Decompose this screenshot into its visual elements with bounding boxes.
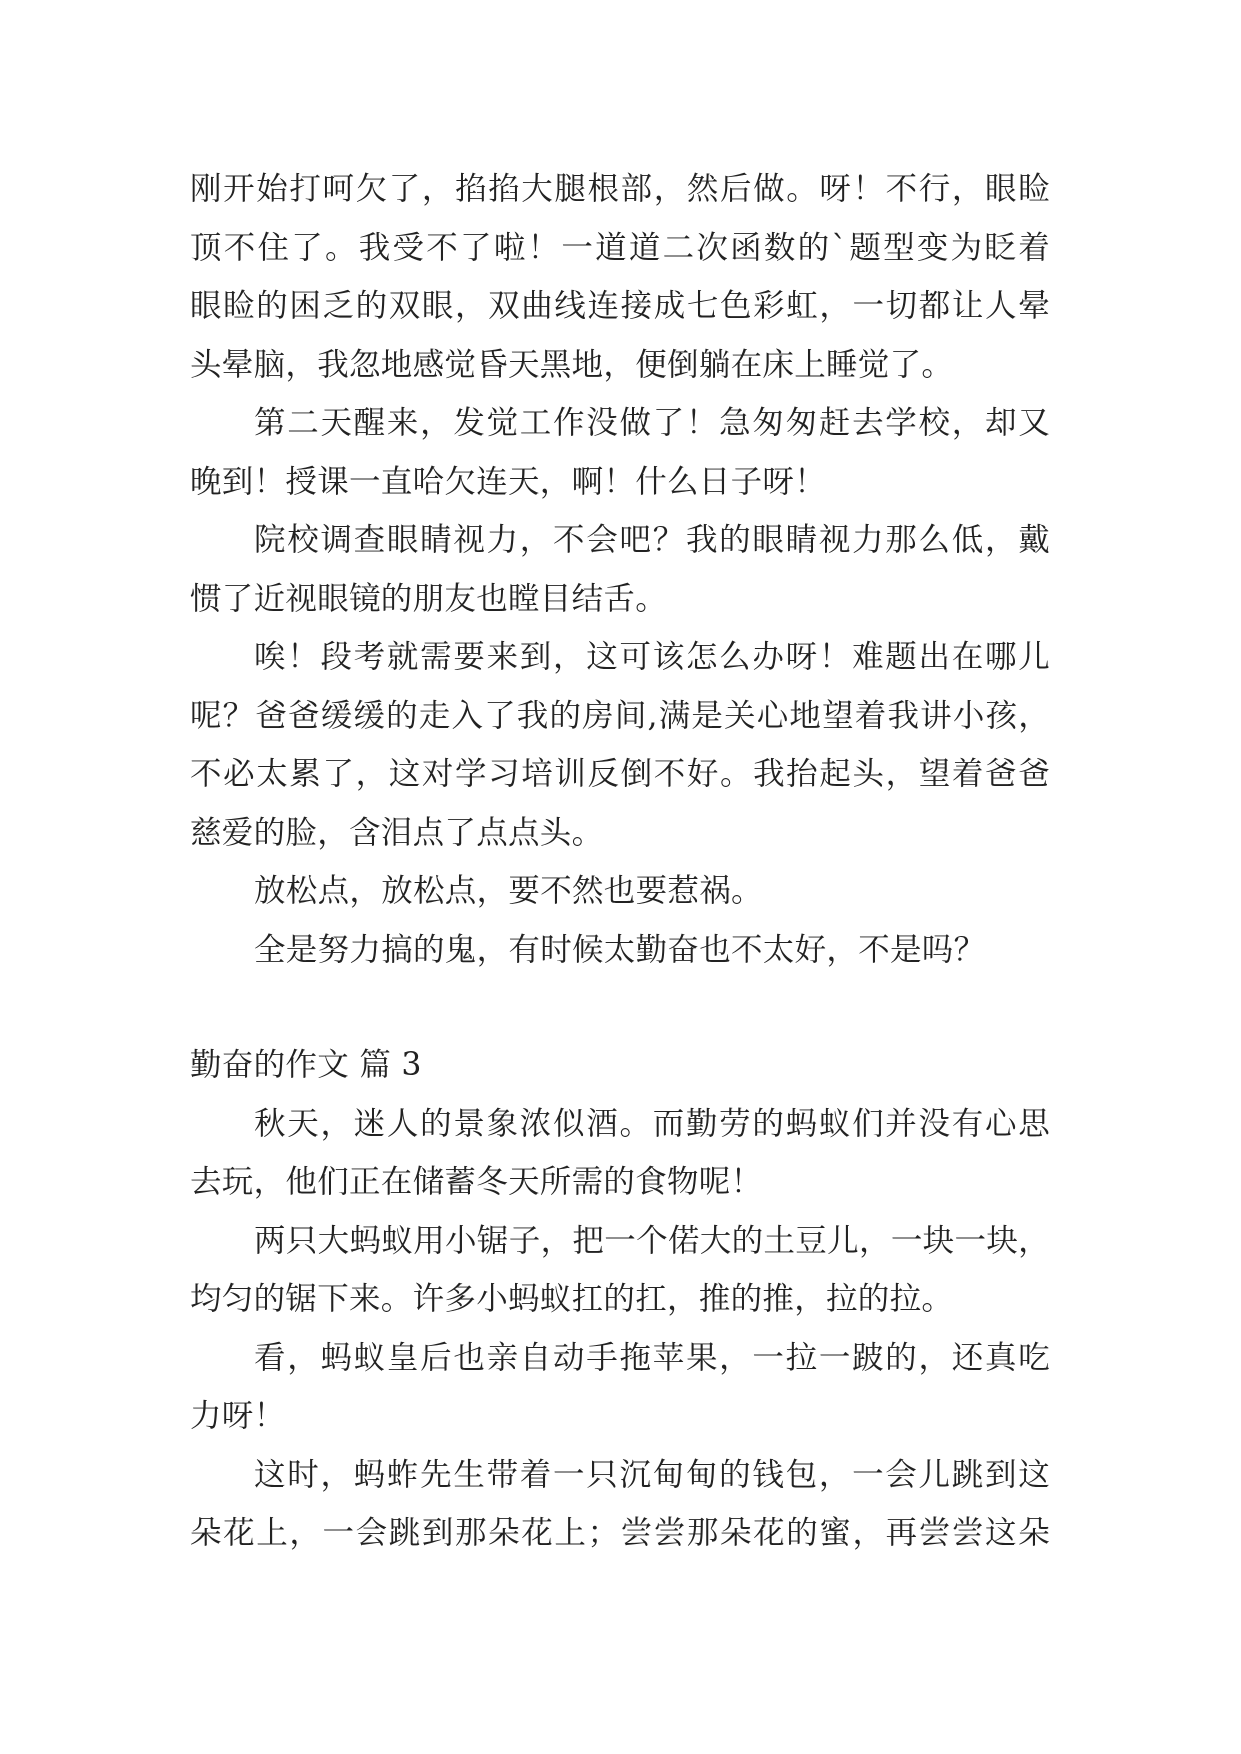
paragraph-line: 全是努力搞的鬼，有时候太勤奋也不太好，不是吗？	[254, 931, 986, 968]
paragraph-line: 均匀的锯下来。许多小蚂蚁扛的扛，推的推，拉的拉。	[190, 1281, 954, 1317]
document-page	[190, 160, 1050, 1563]
paragraph-line: 晚到！授课一直哈欠连天，啊！什么日子呀！	[190, 463, 827, 500]
essay-body-part-2	[190, 1095, 1050, 1563]
paragraph-line: 看，蚂蚁皇后也亲自动手拖苹果，一拉一跛的，还真吃	[254, 1339, 1050, 1376]
paragraph-line: 唉！段考就需要来到，这可该怎么办呀！难题出在哪儿	[254, 639, 1050, 675]
paragraph-line: 眼睑的困乏的双眼，双曲线连接成七色彩虹，一切都让人晕	[190, 288, 1050, 324]
paragraph-line: 第二天醒来，发觉工作没做了！急匆匆赶去学校，却又	[254, 405, 1050, 441]
paragraph-line: 两只大蚂蚁用小锯子，把一个偌大的土豆儿，一块一块，	[254, 1222, 1050, 1259]
essay-body-part-1	[190, 160, 1050, 979]
paragraph-line: 呢？爸爸缓缓的走入了我的房间,满是关心地望着我讲小孩，	[190, 697, 1050, 734]
paragraph-line: 这时，蚂蚱先生带着一只沉甸甸的钱包，一会儿跳到这	[254, 1456, 1050, 1493]
section-gap	[190, 979, 1050, 1036]
paragraph-line: 放松点，放松点，要不然也要惹祸。	[254, 873, 763, 909]
paragraph-line: 秋天，迷人的景象浓似酒。而勤劳的蚂蚁们并没有心思	[254, 1105, 1050, 1142]
paragraph-line: 去玩，他们正在储蓄冬天所需的食物呢！	[190, 1164, 763, 1200]
paragraph-line: 顶不住了。我受不了啦！一道道二次函数的`题型变为眨着	[190, 229, 1050, 266]
paragraph-line: 朵花上，一会跳到那朵花上；尝尝那朵花的蜜，再尝尝这朵	[190, 1515, 1050, 1551]
paragraph-line: 不必太累了，这对学习培训反倒不好。我抬起头，望着爸爸	[190, 756, 1050, 792]
paragraph-line: 惯了近视眼镜的朋友也瞠目结舌。	[190, 580, 668, 617]
section-heading: 勤奋的作文 篇 3	[190, 1047, 422, 1083]
paragraph-line: 力呀！	[190, 1398, 286, 1434]
paragraph-line: 头晕脑，我忽地感觉昏天黑地，便倒躺在床上睡觉了。	[190, 346, 954, 383]
paragraph-line: 慈爱的脸，含泪点了点点头。	[190, 814, 604, 851]
paragraph-line: 院校调查眼睛视力，不会吧？我的眼睛视力那么低，戴	[254, 522, 1050, 558]
paragraph-line: 刚开始打呵欠了，掐掐大腿根部，然后做。呀！不行，眼睑	[190, 171, 1050, 207]
